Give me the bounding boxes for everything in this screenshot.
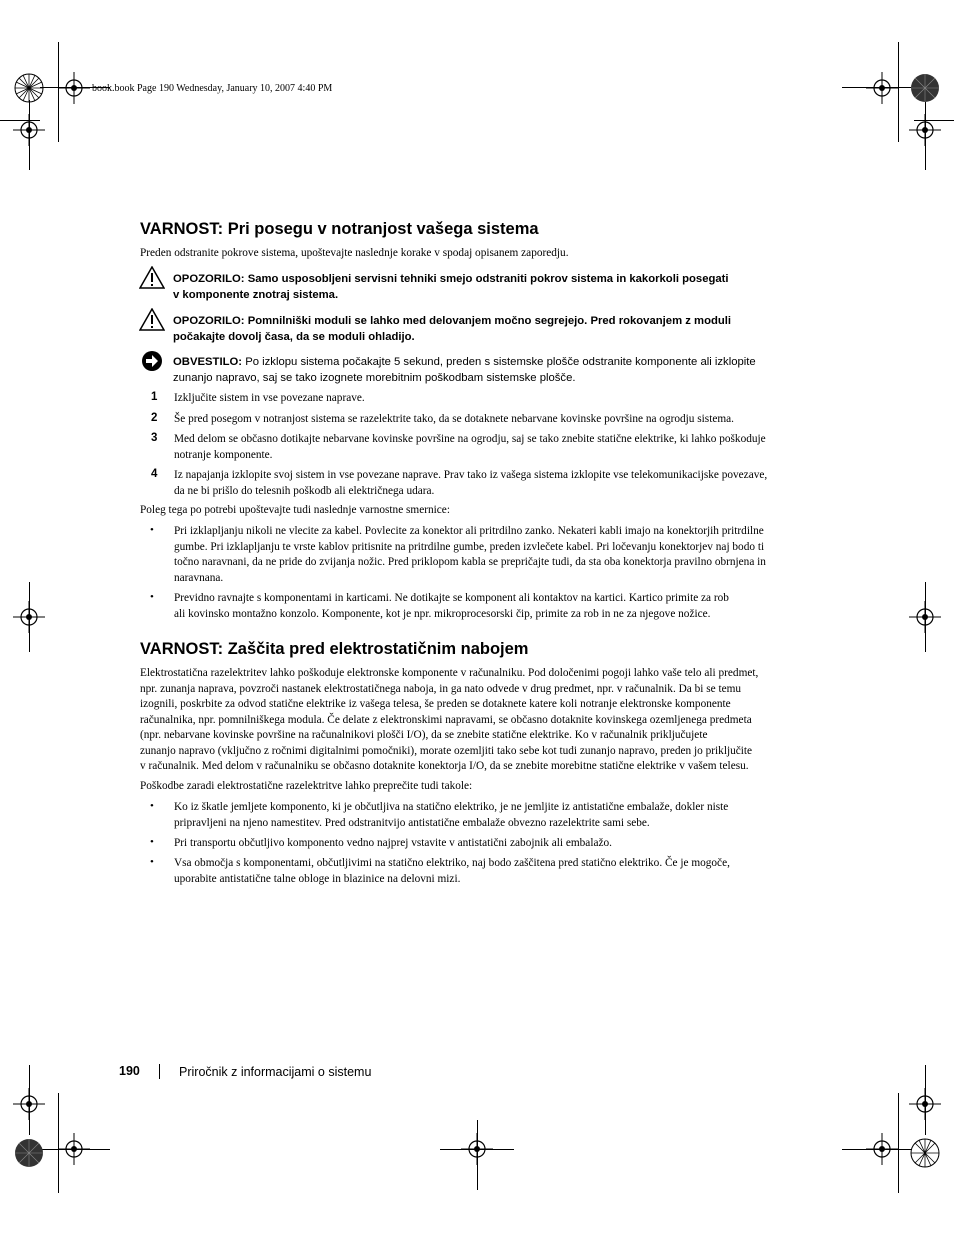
section-title: VARNOST: Zaščita pred elektrostatičnim nabojem — [140, 640, 529, 658]
step-number: 4 — [151, 468, 158, 480]
step-number: 3 — [151, 432, 158, 444]
bullet-text: Pri transportu občutljivo komponento vedno najprej vstavite v antistatični zabojnik ali embalažo. — [174, 837, 612, 849]
step-number: 2 — [151, 412, 158, 424]
warning-callout: OPOZORILO: Pomnilniški moduli se lahko med delovanjem močno segrejejo. Pred rokovanjem z moduli počakajte dovolj časa, da se moduli ohladijo. — [173, 315, 732, 343]
bullet: • — [150, 800, 154, 812]
step-text: Še pred posegom v notranjost sistema se razelektrite tako, da se dotaknete nebarvane kovinske površine na ogrodju sistema. — [174, 413, 734, 425]
bullet-text: Ko iz škatle jemljete komponento, ki je občutljiva na statično elektriko, je ne jemljite iz antistatične embalaže, dokler niste pripravljeni na njeno namestitev. Pred odstranitvijo antistatične embalaže obvezno razelektrite sami sebe. — [174, 801, 729, 829]
page-number: 190 — [119, 1064, 140, 1078]
registration-target — [13, 1088, 45, 1120]
bullet-text: Vsa območja s komponentami, občutljivimi na statično elektriko, naj bodo zaščitena pred statično elektriko. Če je mogoče, uporabite antistatične talne obloge in blazinice na delovni mizi. — [174, 857, 730, 885]
warning-triangle-icon — [139, 308, 165, 331]
notice-arrow-icon — [141, 350, 163, 372]
print-slug: book.book Page 190 Wednesday, January 10, 2007 4:40 PM — [92, 83, 333, 94]
rosette-mark — [909, 72, 941, 104]
rosette-mark — [909, 1137, 941, 1169]
guidelines-intro: Poleg tega po potrebi upoštevajte tudi naslednje varnostne smernice: — [140, 504, 450, 516]
notice-callout: OBVESTILO: Po izklopu sistema počakajte 5 sekund, preden s sistemske plošče odstranite komponente ali izklopite zunanjo napravo, saj se tako izognete morebitnim poškodbam sistemske plošče. — [173, 356, 756, 384]
bullet: • — [150, 591, 154, 603]
prevent-intro: Poškodbe zaradi elektrostatične razelektritve lahko preprečite tudi takole: — [140, 780, 473, 792]
registration-target — [58, 72, 90, 104]
registration-target — [13, 601, 45, 633]
registration-target — [909, 601, 941, 633]
bullet: • — [150, 856, 154, 868]
bullet-text: Pri izklapljanju nikoli ne vlecite za kabel. Povlecite za konektor ali pritrdilno zanko. Nekateri kabli imajo na konektorjih pritrdilne gumbe. Pri izklapljanju te vrste kablov pritisnite na pritrdilne gumbe, preden izvlečete kabel. Pri ločevanju konektorjev naj bodo ti točno naravnani, da ne pride do zvijanja nožic. Pred priklopom kabla se prepričajte tudi, da sta oba konektorja pravilno obrnjena in naravnana. — [174, 525, 766, 584]
registration-target — [13, 114, 45, 146]
bullet: • — [150, 524, 154, 536]
registration-target — [58, 1133, 90, 1165]
step-text: Med delom se občasno dotikajte nebarvane kovinske površine na ogrodju, saj se tako znebite statične elektrike, ki lahko poškoduje notranje komponente. — [174, 433, 766, 461]
bullet: • — [150, 836, 154, 848]
footer-divider — [159, 1064, 160, 1079]
registration-target — [461, 1133, 493, 1165]
registration-target — [866, 1133, 898, 1165]
rosette-mark — [13, 1137, 45, 1169]
warning-triangle-icon — [139, 266, 165, 289]
section-title: VARNOST: Pri posegu v notranjost vašega sistema — [140, 220, 539, 238]
bullet-text: Previdno ravnajte s komponentami in karticami. Ne dotikajte se komponent ali kontaktov na kartici. Kartico primite za rob ali kovinsko montažno konzolo. Komponente, kot je npr. mikroprocesorski čip, primite za rob in ne za njegove nožice. — [174, 592, 729, 620]
step-number: 1 — [151, 391, 158, 403]
intro-text: Preden odstranite pokrove sistema, upoštevajte naslednje korake v spodaj opisanem zaporedju. — [140, 247, 569, 259]
esd-paragraph: Elektrostatična razelektritev lahko poškoduje elektronske komponente v računalniku. Pod določenimi pogoji lahko vaše telo ali predmet, npr. zunanja naprava, povzroči nastanek elektrostatičnega naboja, in ga nato odvede v drug predmet, npr. v računalnik. Da bi se temu izognili, poskrbite za odvod statične elektrike iz vašega telesa, še preden se dotaknete katere koli notranje elektronske komponente računalnika, npr. pomnilniškega modula. Če delate z elektronskimi napravami, se občasno dotaknite kovinskega ozemljenega predmeta (npr. nebarvane kovinske površine na računalnikovi plošči I/O), da se znebite statične elektrike. Ko v računalnik priključujete zunanjo napravo (vključno z ročnimi digitalnimi pomočniki), morate ozemljiti tako sebe kot tudi zunanjo napravo, preden jo priključite v računalnik. Med delom v računalniku se občasno dotaknite konektorja I/O, da se znebite morebitne statične elektrike v vašem telesu. — [140, 667, 759, 772]
registration-target — [866, 72, 898, 104]
registration-target — [909, 1088, 941, 1120]
step-text: Iz napajanja izklopite svoj sistem in vse povezane naprave. Prav tako iz vašega sistema izklopite vse telekomunikacijske povezave, da ne bi prišlo do telesnih poškodb ali električnega udara. — [174, 469, 768, 497]
step-text: Izključite sistem in vse povezane naprave. — [174, 392, 365, 404]
warning-callout: OPOZORILO: Samo usposobljeni servisni tehniki smejo odstraniti pokrov sistema in kakorkoli posegati v komponente znotraj sistema. — [173, 273, 729, 301]
rosette-mark — [13, 72, 45, 104]
footer-title: Priročnik z informacijami o sistemu — [179, 1065, 372, 1079]
registration-target — [909, 114, 941, 146]
